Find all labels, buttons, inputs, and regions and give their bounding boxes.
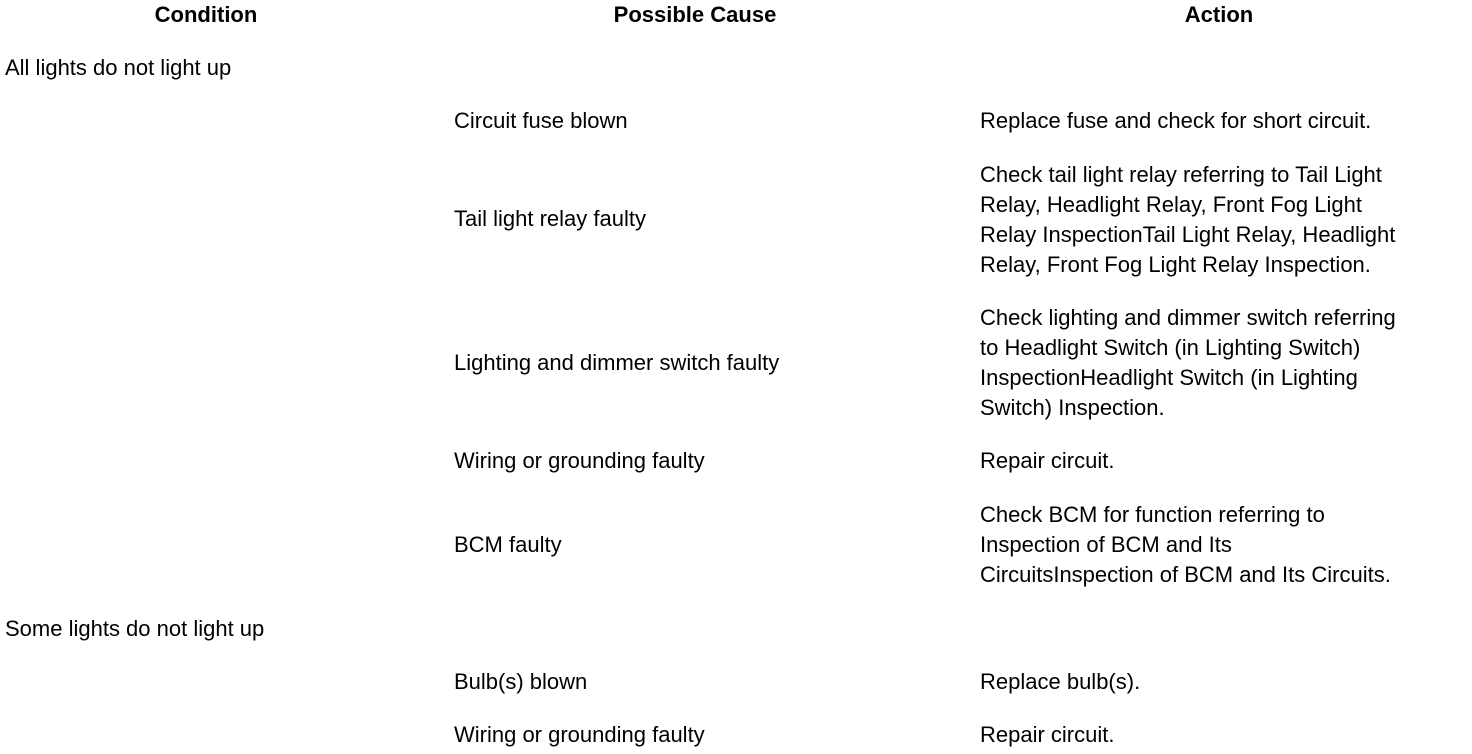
action-replace-bulbs [980,667,1140,697]
action-line: Check tail light relay referring to Tail Light [980,162,1382,187]
action-check-bcm [980,500,1391,590]
action-line: Relay, Front Fog Light Relay Inspection. [980,252,1371,277]
cause-wiring-grounding: Wiring or grounding faulty [454,448,705,473]
header-condition: Condition [154,2,258,27]
action-line: Check BCM for function referring to [980,502,1325,527]
cause-tail-light-relay: Tail light relay faulty [454,206,646,231]
action-line: Relay InspectionTail Light Relay, Headlight [980,222,1396,247]
condition-all-lights: All lights do not light up [5,55,232,80]
condition-some-lights: Some lights do not light up [5,616,265,641]
action-line: Relay, Headlight Relay, Front Fog Light [980,192,1362,217]
header-possible-cause: Possible Cause [613,2,777,27]
action-repair-circuit [980,446,1114,476]
action-line: CircuitsInspection of BCM and Its Circuits. [980,562,1391,587]
cause-bcm-faulty: BCM faulty [454,532,562,557]
cause-wiring-grounding: Wiring or grounding faulty [454,722,705,747]
action-check-tail-relay [980,160,1395,280]
action-check-lighting-switch [980,303,1396,423]
action-line: Replace bulb(s). [980,669,1141,694]
action-line: InspectionHeadlight Switch (in Lighting [980,365,1358,390]
action-line: to Headlight Switch (in Lighting Switch) [980,335,1361,360]
action-replace-fuse [980,106,1371,136]
cause-bulbs-blown: Bulb(s) blown [454,669,588,694]
action-line: Replace fuse and check for short circuit. [980,108,1372,133]
action-line: Repair circuit. [980,722,1115,747]
cause-circuit-fuse: Circuit fuse blown [454,108,628,133]
action-line: Check lighting and dimmer switch referring [980,305,1396,330]
action-line: Switch) Inspection. [980,395,1165,420]
action-line: Repair circuit. [980,448,1115,473]
cause-lighting-dimmer-switch: Lighting and dimmer switch faulty [454,350,780,375]
header-action: Action [1184,2,1254,27]
action-line: Inspection of BCM and Its [980,532,1232,557]
action-repair-circuit [980,720,1114,750]
